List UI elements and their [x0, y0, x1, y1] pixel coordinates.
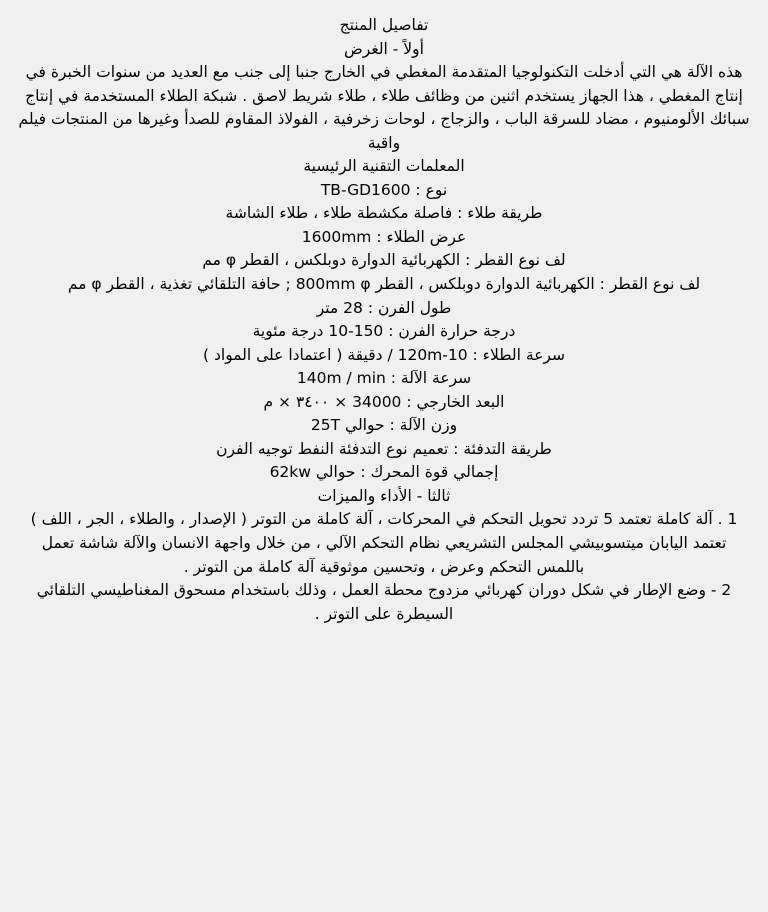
section-heading-purpose: أولاً - الغرض — [344, 39, 424, 58]
spec-line-overall-dimension: البعد الخارجي : 34000 × ٣٤٠٠ × م — [263, 392, 505, 411]
spec-line-winding-diameter-1: لف نوع القطر : الكهربائية الدوارة دوبلكس ، القطر φ مم — [202, 251, 566, 270]
performance-item-1: 1 . آلة كاملة تعتمد 5 تردد تحويل التحكم في المحركات ، آلة كاملة من التوتر ( الإصدار ، والطلاء ، الجر ، اللف ) تعتمد اليابان ميتسوبيشي المجلس التشريعي نظام التحكم الآلي ، من خلال واجهة الانسان والآلة شاشة تعمل باللمس التحكم وعرض ، وتحسين موثوقية آلة كاملة من التوتر . — [30, 510, 738, 576]
spec-line-coating-method: طريقة طلاء : فاصلة مكشطة طلاء ، طلاء الشاشة — [225, 204, 543, 223]
section-heading-performance: ثالثا - الأداء والميزات — [317, 486, 451, 505]
section-heading-technical-parameters: المعلمات التقنية الرئيسية — [303, 157, 465, 176]
section-purpose-paragraph: هذه الآلة هي التي أدخلت التكنولوجيا المتقدمة المغطي في الخارج جنبا إلى جنب مع العديد من سنوات الخبرة في إنتاج المغطي ، هذا الجهاز يستخدم اثنين من وظائف طلاء ، طلاء شريط لاصق . شبكة الطلاء المستخدمة في إنتاج سبائك الألومنيوم ، مضاد للسرقة الباب ، والزجاج ، لوحات زخرفية ، الفولاذ المقاوم للصدأ وغيرها من المنتجات فيلم واقية — [18, 63, 750, 152]
spec-line-winding-diameter-2: لف نوع القطر : الكهربائية الدوارة دوبلكس ، القطر 800mm φ ; حافة التلقائي تغذية ، القطر φ مم — [67, 275, 701, 294]
spec-line-total-motor-power: إجمالي قوة المحرك : حوالي 62kw — [269, 463, 499, 482]
spec-line-coating-width: عرض الطلاء : 1600mm — [301, 227, 467, 246]
spec-line-machine-weight: وزن الآلة : حوالي 25T — [310, 416, 458, 435]
document-body — [18, 14, 750, 626]
spec-line-machine-speed: سرعة الآلة : 140m / min — [296, 369, 472, 388]
spec-line-coating-speed: سرعة الطلاء : 120m-10 / دقيقة ( اعتمادا على المواد ) — [203, 345, 565, 364]
performance-item-2: 2 - وضع الإطار في شكل دوران كهربائي مزدوج محطة العمل ، وذلك باستخدام مسحوق المغناطيسي التلقائي السيطرة على التوتر . — [36, 581, 732, 623]
spec-line-oven-temperature: درجة حرارة الفرن : 150-10 درجة مئوية — [252, 322, 516, 341]
spec-line-type: نوع : TB-GD1600 — [320, 180, 448, 199]
document-title: تفاصيل المنتج — [339, 16, 429, 34]
spec-line-heating-method: طريقة التدفئة : تعميم نوع التدفئة النفط توجيه الفرن — [216, 439, 552, 458]
spec-line-oven-length: طول الفرن : 28 متر — [316, 298, 452, 317]
